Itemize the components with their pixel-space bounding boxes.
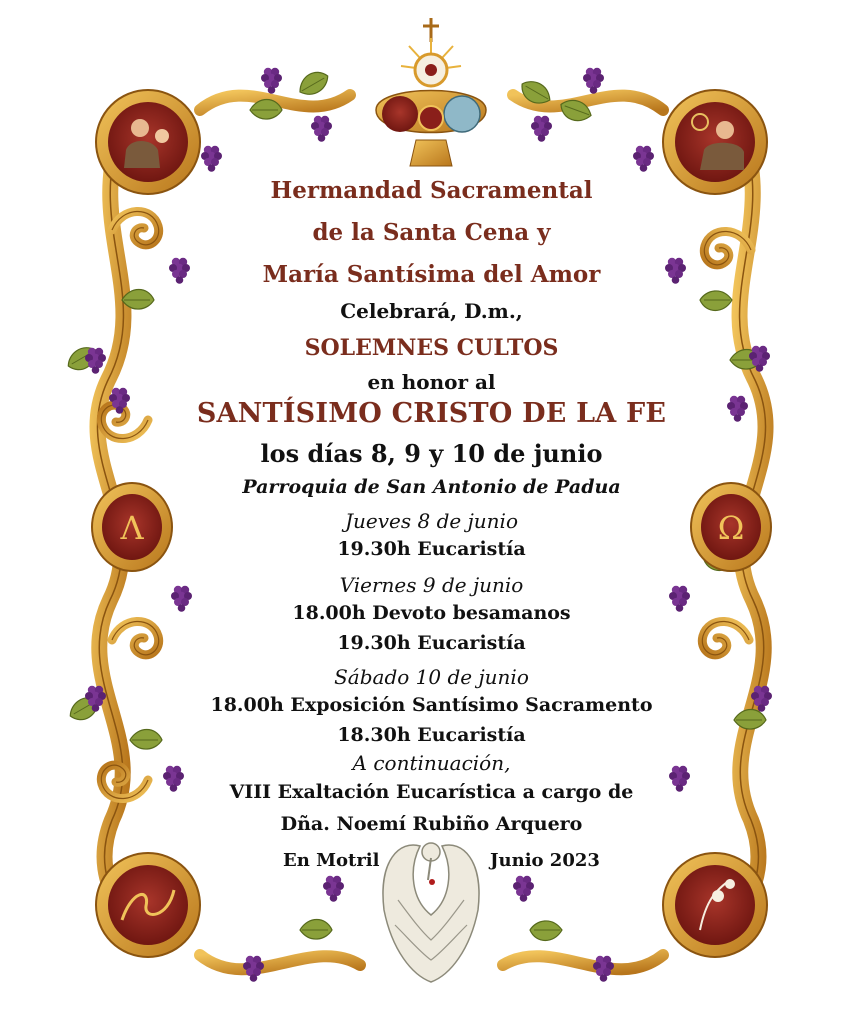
continuacion-line: A continuación,	[352, 751, 511, 775]
omega-symbol: Ω	[717, 509, 745, 547]
dates-line: los días 8, 9 y 10 de junio	[260, 439, 603, 468]
pelican-emblem	[383, 843, 479, 982]
corner-medallion-bottom-left	[96, 853, 200, 957]
parish-name: Parroquia de San Antonio de Padua	[242, 476, 621, 498]
day-2-event-1: 18.00h Devoto besamanos	[292, 602, 571, 624]
day-1-event-1: 19.30h Eucaristía	[337, 538, 526, 560]
exaltacion-line: VIII Exaltación Eucarística a cargo de	[229, 781, 634, 803]
monstrance-ornament	[376, 18, 486, 166]
day-2-event-2: 19.30h Eucaristía	[337, 632, 526, 654]
brotherhood-line-3: María Santísima del Amor	[262, 261, 601, 288]
alpha-symbol: Λ	[120, 509, 144, 547]
poster-text	[150, 170, 713, 840]
brotherhood-line-1: Hermandad Sacramental	[270, 177, 593, 204]
day-3-heading: Sábado 10 de junio	[334, 665, 529, 689]
day-2-heading: Viernes 9 de junio	[339, 573, 524, 597]
footer-date: Junio 2023	[490, 850, 600, 871]
footer-place: En Motril	[283, 850, 380, 871]
solemnes-cultos: SOLEMNES CULTOS	[304, 335, 559, 361]
speaker-name: Dña. Noemí Rubiño Arquero	[280, 813, 583, 835]
brotherhood-line-2: de la Santa Cena y	[312, 219, 551, 246]
cristo-title: SANTÍSIMO CRISTO DE LA FE	[196, 398, 667, 429]
day-3-event-1: 18.00h Exposición Santísimo Sacramento	[210, 694, 653, 716]
en-honor-al: en honor al	[367, 370, 496, 394]
day-3-event-2: 18.30h Eucaristía	[337, 724, 526, 746]
day-1-heading: Jueves 8 de junio	[345, 509, 518, 533]
corner-medallion-bottom-right	[663, 853, 767, 957]
celebrara-line: Celebrará, D.m.,	[340, 299, 523, 323]
